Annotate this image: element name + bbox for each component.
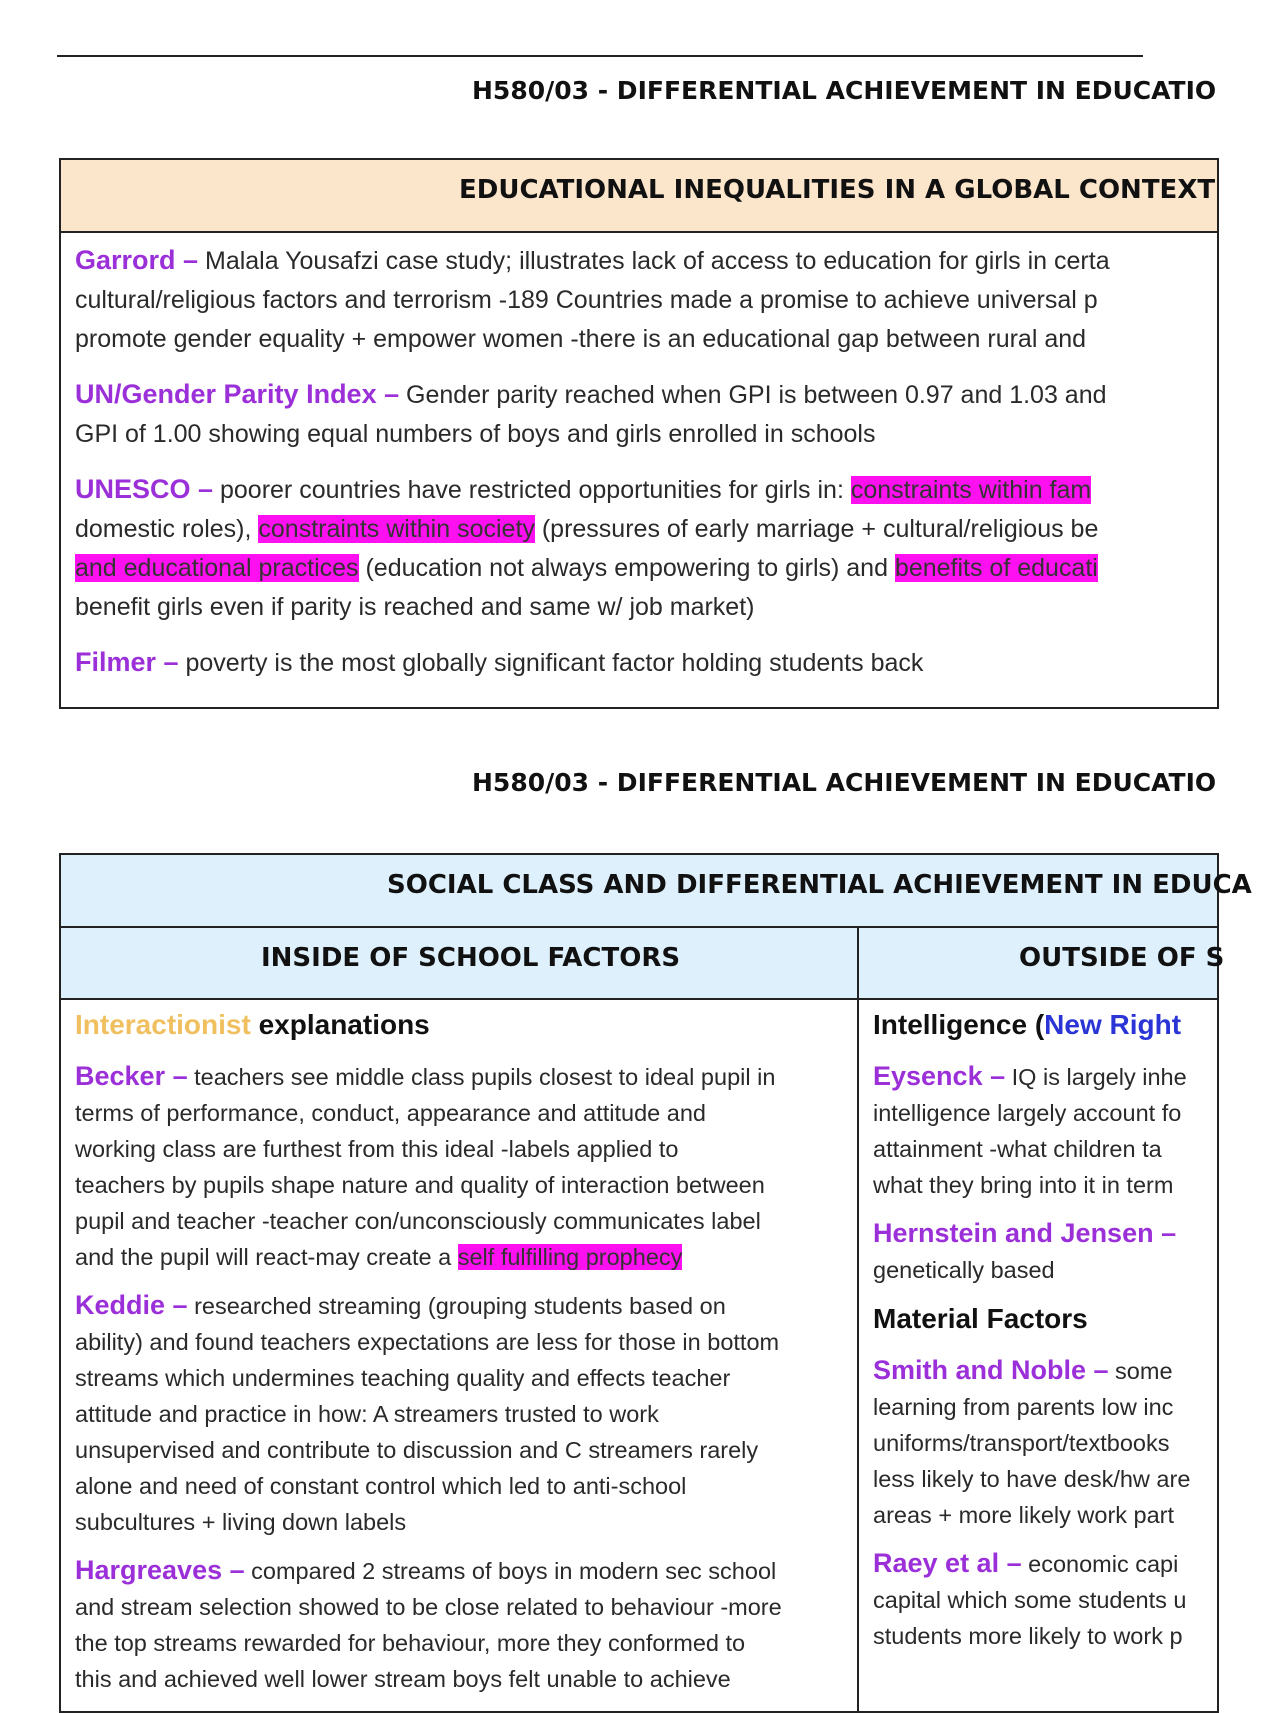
intelligence-heading: Intelligence (New Right [873, 1009, 1182, 1040]
paragraph-gender-parity: UN/Gender Parity Index – Gender parity reached when GPI is between 0.97 and 1.03 and GPI of 1.00 showing equal numbers of boys and girls enrolled in schools [75, 379, 1107, 448]
social-class-title: SOCIAL CLASS AND DIFFERENTIAL ACHIEVEMENT IN EDUCA [387, 870, 1252, 900]
social-class-box [59, 853, 1252, 1713]
paragraph-keddie: Keddie – researched streaming (grouping students based on ability) and found teachers expectations are less for those in bottom streams which undermines teaching quality and effects teacher attitude and practice in how: A streamers trusted to work unsupervised and contribute to discussion and C streamers rarely alone and need of constant control which led to anti-school subcultures + living down labels [75, 1290, 780, 1535]
page-heading-1: H580/03 - DIFFERENTIAL ACHIEVEMENT IN EDUCATIO [472, 76, 1217, 105]
name-filmer: Filmer – [75, 647, 179, 677]
name-becker: Becker – [75, 1061, 188, 1091]
global-context-box [59, 158, 1219, 709]
name-hernstein: Hernstein and Jensen – [873, 1218, 1177, 1248]
paragraph-eysenck: Eysenck – IQ is largely inhe intelligence largely account fo attainment -what children ta what they bring into it in term [873, 1061, 1187, 1198]
column-headers [61, 928, 1225, 1000]
outside-school-header: OUTSIDE OF S [1019, 943, 1225, 973]
name-garrord: Garrord – [75, 245, 199, 275]
top-rule [57, 55, 1143, 57]
inside-school-column [75, 1000, 855, 1709]
column-divider [857, 926, 859, 1711]
paragraph-raey: Raey et al – economic capi capital which some students u students more likely to work p [873, 1548, 1187, 1649]
global-context-title: EDUCATIONAL INEQUALITIES IN A GLOBAL CONTEXT [459, 175, 1216, 205]
paragraph-hargreaves: Hargreaves – compared 2 streams of boys in modern sec school and stream selection showed to be close related to behaviour -more the top streams rewarded for behaviour, more they conformed to this and achieved well lower stream boys felt unable to achieve [75, 1555, 782, 1692]
highlight: benefits of educati [894, 554, 1098, 582]
name-hargreaves: Hargreaves – [75, 1555, 245, 1585]
material-factors-heading: Material Factors [873, 1303, 1088, 1334]
highlight: constraints within society [258, 515, 535, 543]
name-smith: Smith and Noble – [873, 1355, 1109, 1385]
page-heading-2: H580/03 - DIFFERENTIAL ACHIEVEMENT IN EDUCATIO [472, 768, 1217, 797]
social-class-header [61, 855, 1252, 928]
paragraph-becker: Becker – teachers see middle class pupils closest to ideal pupil in terms of performance, conduct, appearance and attitude and working class are furthest from this ideal -labels applied to teachers by pupils shape nature and quality of interaction between pupil and teacher -teacher con/unconsciously communicates label and the pupil will react-may create a self fulfilling prophecy [75, 1061, 776, 1270]
paragraph-filmer: Filmer – poverty is the most globally significant factor holding students back [75, 647, 924, 677]
highlight: self fulfilling prophecy [457, 1244, 683, 1270]
name-unesco: UNESCO – [75, 474, 214, 504]
outside-school-column [873, 1000, 1273, 1666]
paragraph-garrord: Garrord – Malala Yousafzi case study; illustrates lack of access to education for girls in certa cultural/religious factors and terrorism -189 Countries made a promise to achieve universal p promote gender equality + empower women -there is an educational gap between rural and [75, 245, 1110, 353]
global-context-header [61, 160, 1217, 233]
name-eysenck: Eysenck – [873, 1061, 1006, 1091]
highlight: constraints within fam [850, 476, 1092, 504]
name-gender-parity: UN/Gender Parity Index – [75, 379, 400, 409]
name-keddie: Keddie – [75, 1290, 188, 1320]
paragraph-unesco: UNESCO – poorer countries have restricted opportunities for girls in: constraints within fam domestic roles), constraints within society (pressures of early marriage + cultural/religious be and educational practices (education not always empowering to girls) and benefits of educati benefit girls even if parity is reached and same w/ job market) [75, 474, 1099, 621]
highlight: and educational practices [75, 554, 359, 582]
interactionist-heading: Interactionist explanations [75, 1009, 430, 1040]
inside-school-header: INSIDE OF SCHOOL FACTORS [261, 943, 681, 973]
paragraph-smith: Smith and Noble – some learning from parents low inc uniforms/transport/textbooks less likely to have desk/hw are areas + more likely work part [873, 1355, 1191, 1528]
name-raey: Raey et al – [873, 1548, 1022, 1578]
paragraph-hernstein: Hernstein and Jensen – genetically based [873, 1218, 1177, 1283]
